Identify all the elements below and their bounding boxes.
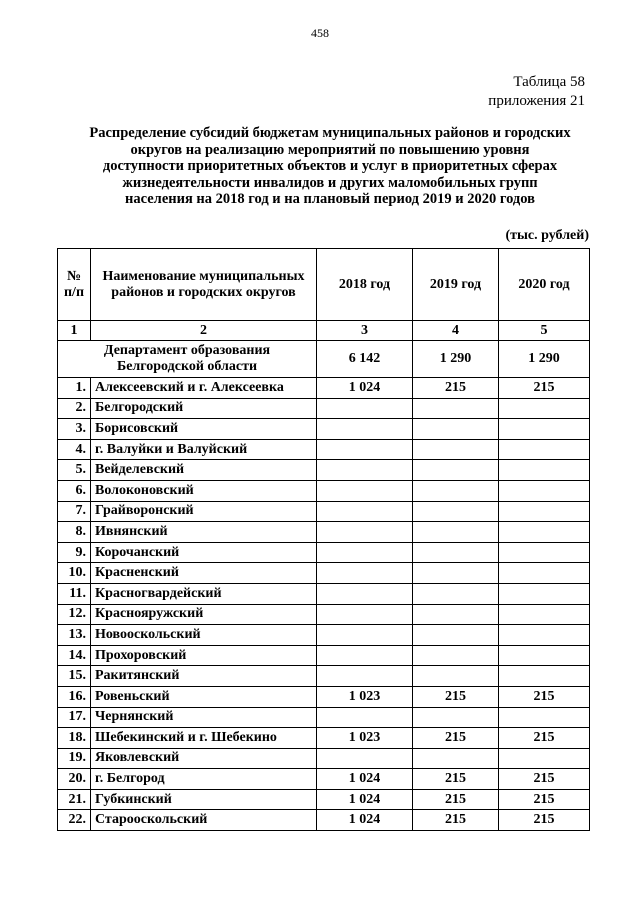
district-name: Новооскольский <box>91 625 317 646</box>
value-2020 <box>499 398 590 419</box>
header-2020: 2020 год <box>499 249 590 321</box>
value-2020 <box>499 419 590 440</box>
value-2018: 1 024 <box>317 769 413 790</box>
value-2019 <box>413 666 499 687</box>
row-number: 2. <box>58 398 91 419</box>
row-number: 20. <box>58 769 91 790</box>
value-2018 <box>317 707 413 728</box>
table-row <box>58 604 590 625</box>
value-2019 <box>413 501 499 522</box>
table-row <box>58 419 590 440</box>
row-number: 17. <box>58 707 91 728</box>
table-row <box>58 686 590 707</box>
column-number: 3 <box>317 321 413 341</box>
department-2020: 1 290 <box>499 341 590 378</box>
district-name: Старооскольский <box>91 810 317 831</box>
table-row <box>58 480 590 501</box>
row-number: 7. <box>58 501 91 522</box>
table-row <box>58 522 590 543</box>
header-num: № п/п <box>58 249 91 321</box>
row-number: 4. <box>58 439 91 460</box>
header-2018: 2018 год <box>317 249 413 321</box>
value-2019 <box>413 707 499 728</box>
header-2019: 2019 год <box>413 249 499 321</box>
value-2020: 215 <box>499 810 590 831</box>
table-row <box>58 769 590 790</box>
district-name: Чернянский <box>91 707 317 728</box>
value-2020 <box>499 625 590 646</box>
row-number: 5. <box>58 460 91 481</box>
value-2020 <box>499 439 590 460</box>
table-row <box>58 748 590 769</box>
value-2018 <box>317 625 413 646</box>
value-2020 <box>499 460 590 481</box>
value-2019 <box>413 645 499 666</box>
row-number: 11. <box>58 583 91 604</box>
value-2019 <box>413 563 499 584</box>
district-name: Ивнянский <box>91 522 317 543</box>
value-2018: 1 024 <box>317 378 413 399</box>
row-number: 19. <box>58 748 91 769</box>
row-number: 8. <box>58 522 91 543</box>
value-2018 <box>317 604 413 625</box>
row-number: 21. <box>58 789 91 810</box>
table-row <box>58 789 590 810</box>
header-name: Наименование муниципальных районов и городских округов <box>91 249 317 321</box>
district-name: г. Валуйки и Валуйский <box>91 439 317 460</box>
value-2019: 215 <box>413 769 499 790</box>
value-2019: 215 <box>413 728 499 749</box>
value-2020 <box>499 563 590 584</box>
table-row <box>58 625 590 646</box>
value-2019 <box>413 748 499 769</box>
district-name: Краснояружский <box>91 604 317 625</box>
value-2020 <box>499 583 590 604</box>
department-2018: 6 142 <box>317 341 413 378</box>
district-name: Алексеевский и г. Алексеевка <box>91 378 317 399</box>
district-name: Грайворонский <box>91 501 317 522</box>
department-name: Департамент образования Белгородской области <box>58 341 317 378</box>
value-2019 <box>413 460 499 481</box>
column-number: 1 <box>58 321 91 341</box>
value-2018: 1 024 <box>317 810 413 831</box>
title-line: доступности приоритетных объектов и услуг в приоритетных сферах <box>102 158 558 174</box>
value-2018: 1 024 <box>317 789 413 810</box>
title-line: населения на 2018 год и на плановый период 2019 и 2020 годов <box>125 191 535 207</box>
title-line: Распределение субсидий бюджетам муниципальных районов и городских <box>89 125 571 141</box>
row-number: 12. <box>58 604 91 625</box>
value-2018 <box>317 439 413 460</box>
table-row <box>58 542 590 563</box>
district-name: Ракитянский <box>91 666 317 687</box>
units-label: (тыс. рублей) <box>505 228 589 243</box>
value-2019 <box>413 398 499 419</box>
district-name: Корочанский <box>91 542 317 563</box>
district-name: Вейделевский <box>91 460 317 481</box>
district-name: Ровеньский <box>91 686 317 707</box>
value-2019: 215 <box>413 686 499 707</box>
value-2020: 215 <box>499 378 590 399</box>
column-number: 4 <box>413 321 499 341</box>
title-line: округов на реализацию мероприятий по повышению уровня <box>130 141 530 158</box>
value-2018: 1 023 <box>317 728 413 749</box>
row-number: 10. <box>58 563 91 584</box>
column-number: 2 <box>91 321 317 341</box>
value-2020 <box>499 480 590 501</box>
value-2019 <box>413 583 499 604</box>
table-row <box>58 439 590 460</box>
value-2018 <box>317 419 413 440</box>
table-row <box>58 583 590 604</box>
value-2019 <box>413 419 499 440</box>
row-number: 14. <box>58 645 91 666</box>
value-2020 <box>499 501 590 522</box>
value-2018 <box>317 563 413 584</box>
value-2020 <box>499 707 590 728</box>
document-title <box>70 125 590 208</box>
value-2019 <box>413 480 499 501</box>
value-2020: 215 <box>499 789 590 810</box>
table-row <box>58 728 590 749</box>
value-2020 <box>499 542 590 563</box>
table-caption <box>488 73 585 111</box>
table-row <box>58 645 590 666</box>
column-number: 5 <box>499 321 590 341</box>
district-name: Прохоровский <box>91 645 317 666</box>
value-2019: 215 <box>413 378 499 399</box>
table-row <box>58 666 590 687</box>
value-2018 <box>317 583 413 604</box>
value-2019 <box>413 542 499 563</box>
value-2020 <box>499 666 590 687</box>
row-number: 9. <box>58 542 91 563</box>
value-2018 <box>317 460 413 481</box>
value-2019: 215 <box>413 810 499 831</box>
district-name: г. Белгород <box>91 769 317 790</box>
district-name: Шебекинский и г. Шебекино <box>91 728 317 749</box>
row-number: 6. <box>58 480 91 501</box>
value-2020 <box>499 604 590 625</box>
row-number: 22. <box>58 810 91 831</box>
value-2019: 215 <box>413 789 499 810</box>
row-number: 1. <box>58 378 91 399</box>
value-2020 <box>499 645 590 666</box>
district-name: Белгородский <box>91 398 317 419</box>
value-2020: 215 <box>499 686 590 707</box>
district-name: Красногвардейский <box>91 583 317 604</box>
value-2019 <box>413 439 499 460</box>
value-2018 <box>317 522 413 543</box>
value-2020: 215 <box>499 769 590 790</box>
value-2020: 215 <box>499 728 590 749</box>
value-2020 <box>499 748 590 769</box>
row-number: 16. <box>58 686 91 707</box>
subsidy-table <box>57 248 590 831</box>
value-2018 <box>317 542 413 563</box>
value-2020 <box>499 522 590 543</box>
value-2018: 1 023 <box>317 686 413 707</box>
page-number: 458 <box>311 26 329 40</box>
district-name: Губкинский <box>91 789 317 810</box>
caption-table-number: Таблица 58 <box>513 74 585 90</box>
district-name: Борисовский <box>91 419 317 440</box>
department-row <box>58 341 590 378</box>
value-2018 <box>317 748 413 769</box>
value-2019 <box>413 625 499 646</box>
caption-appendix: приложения 21 <box>488 93 585 109</box>
table-row <box>58 563 590 584</box>
title-line: жизнедеятельности инвалидов и других маломобильных групп <box>122 174 538 191</box>
table-row <box>58 707 590 728</box>
column-number-row <box>58 321 590 341</box>
table-row <box>58 460 590 481</box>
district-name: Красненский <box>91 563 317 584</box>
table-row <box>58 398 590 419</box>
value-2019 <box>413 604 499 625</box>
row-number: 18. <box>58 728 91 749</box>
row-number: 15. <box>58 666 91 687</box>
value-2018 <box>317 398 413 419</box>
row-number: 13. <box>58 625 91 646</box>
value-2018 <box>317 645 413 666</box>
table-row <box>58 810 590 831</box>
district-name: Волоконовский <box>91 480 317 501</box>
row-number: 3. <box>58 419 91 440</box>
table-header-row <box>58 249 590 321</box>
value-2018 <box>317 501 413 522</box>
value-2018 <box>317 480 413 501</box>
value-2018 <box>317 666 413 687</box>
district-name: Яковлевский <box>91 748 317 769</box>
value-2019 <box>413 522 499 543</box>
table-row <box>58 501 590 522</box>
table-row <box>58 378 590 399</box>
department-2019: 1 290 <box>413 341 499 378</box>
